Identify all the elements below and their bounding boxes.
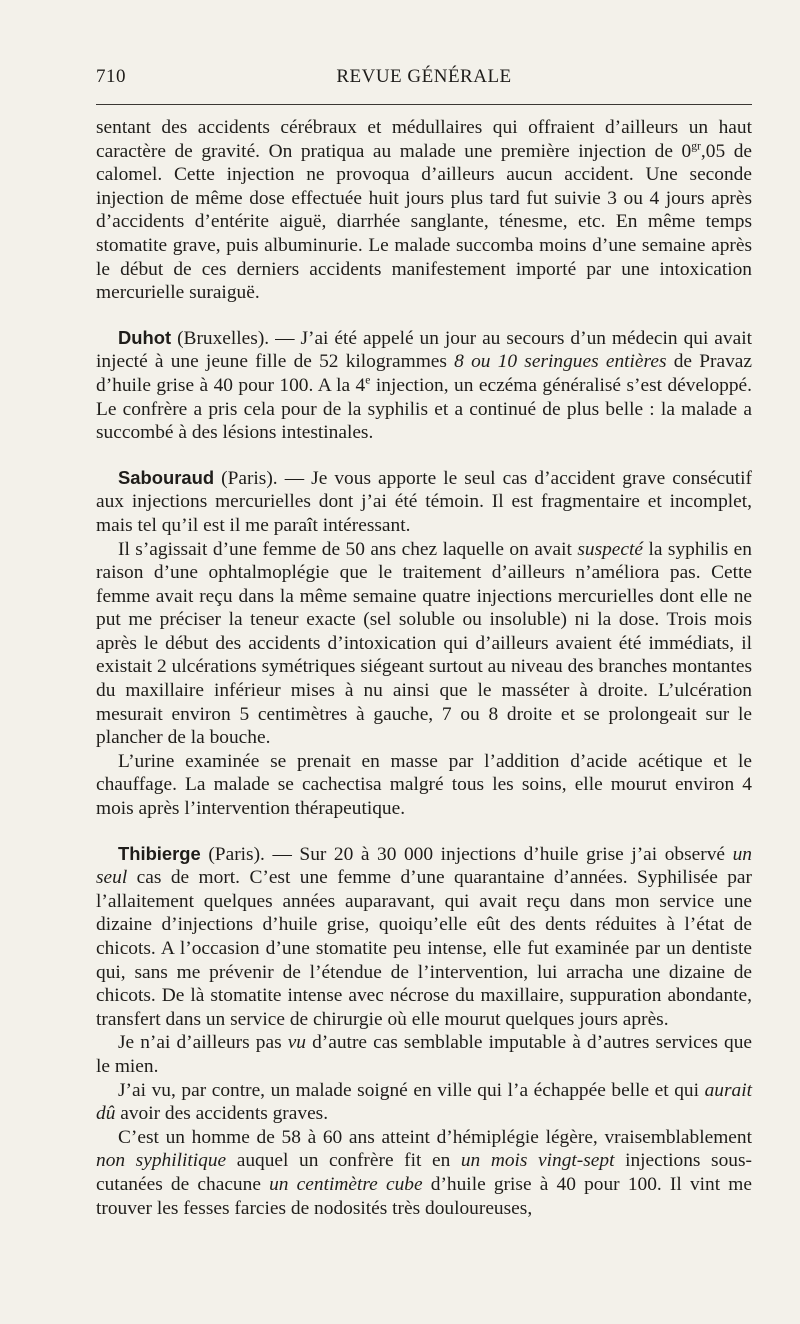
body-text — [96, 116, 752, 1220]
paragraph-thibierge-4: C’est un homme de 58 à 60 ans atteint d’hémiplégie légère, vraisemblablement non syphilitique auquel un confrère fit en un mois vingt-sept injections sous-cutanées de chacune un centimètre cube d’huile grise à 40 pour 100. Il vint me trouver les fesses farcies de nodosités très douloureuses, — [96, 1126, 752, 1219]
running-title: REVUE GÉNÉRALE — [336, 66, 512, 87]
paragraph-continuation: sentant des accidents cérébraux et médullaires qui offraient d’ailleurs un haut caractère de gravité. On pratiqua au malade une première injection de $0^{gr},05$ de calomel. Cette injection ne provoqua d’ailleurs aucun accident. Une seconde injection de même dose effectuée huit jours plus tard fut suivie 3 ou 4 jours après d’accidents d’entérite aiguë, diarrhée sanglante, ténesme, etc. En même temps stomatite grave, puis albuminurie. Le malade succomba moins d’une semaine après le début de ces derniers accidents manifestement importé par une intoxication mercurielle suraiguë. — [96, 117, 752, 304]
paragraph-sabouraud-case: Il s’agissait d’une femme de 50 ans chez laquelle on avait suspecté la syphilis en raison d’une ophtalmoplégie que le traitement d’ailleurs n’améliora pas. Cette femme avait reçu dans la même semaine quatre injections mercurielles dont elle ne put me préciser la teneur exacte (sel soluble ou insoluble) ni la dose. Trois mois après le début des accidents d’intoxication qui d’ailleurs avaient été immédiats, il existait 2 ulcérations symétriques siégeant surtout au niveau des branches montantes du maxillaire inférieur mises à nu ainsi que le masséter à droite. L’ulcération mesurait environ 5 centimètres à gauche, 7 ou 8 droite et se prolongeait sur le plancher de la bouche. — [96, 538, 752, 749]
paragraph-sabouraud-urine: L’urine examinée se prenait en masse par l’addition d’acide acétique et le chauffage. La malade se cachectisa malgré tous les soins, elle mourut environ 4 mois après l’intervention thérapeutique. — [96, 750, 752, 820]
paragraph-thibierge-2: Je n’ai d’ailleurs pas vu d’autre cas semblable imputable à d’autres services que le mien. — [96, 1032, 752, 1077]
paragraph-sabouraud: Sabouraud (Paris). — Je vous apporte le seul cas d’accident grave consécutif aux injections mercurielles dont j’ai été témoin. Il est fragmentaire et incomplet, mais tel qu’il est il me paraît intéressant. — [96, 466, 752, 536]
header-rule — [96, 104, 752, 105]
author-name: Sabouraud — [118, 466, 215, 488]
paragraph-thibierge-3: J’ai vu, par contre, un malade soigné en ville qui l’a échappée belle et qui aurait dû avoir des accidents graves. — [96, 1079, 752, 1125]
page-number: 710 — [96, 66, 126, 87]
author-name: Thibierge — [118, 842, 201, 864]
paragraph-duhot: Duhot (Bruxelles). — J’ai été appelé un jour au secours d’un médecin qui avait injecté à une jeune fille de 52 kilogrammes 8 ou 10 seringues entières de Pravaz d’huile grise à 40 pour 100. A la 4e injection, un eczéma généralisé s’est développé. Le confrère a pris cela pour de la syphilis et a continué de plus belle : la malade a succombé à des lésions intestinales. — [96, 326, 752, 444]
paragraph-thibierge: Thibierge (Paris). — Sur 20 à 30 000 injections d’huile grise j’ai observé un seul cas de mort. C’est une femme d’une quarantaine d’années. Syphilisée par l’allaitement quelques années auparavant, qui avait reçu dans mon service une dizaine d’injections d’huile grise, quoiqu’elle eût des dents réduites à l’état de chicots. A l’occasion d’une stomatite peu intense, elle fut examinée par un dentiste qui, sans me prévenir de l’étendue de l’intervention, lui arracha une dizaine de chicots. De là stomatite intense avec nécrose du maxillaire, suppuration abondante, transfert dans un service de chirurgie où elle mourut quelques jours après. — [96, 842, 752, 1030]
author-name: Duhot — [118, 326, 172, 348]
